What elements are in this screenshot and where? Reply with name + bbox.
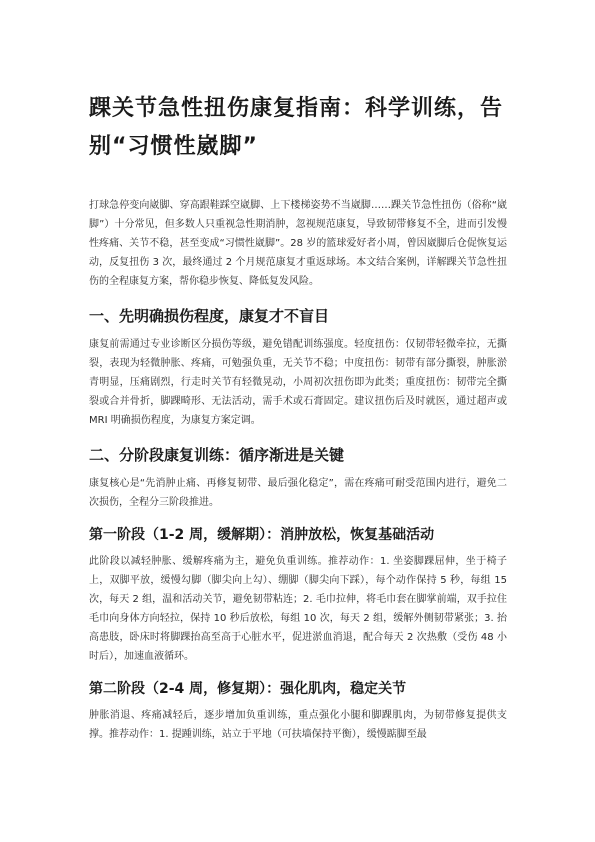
section-heading-staged-training: 二、分阶段康复训练：循序渐进是关键 <box>89 446 345 464</box>
section-body-staged-training: 康复核心是“先消肿止痛、再修复韧带、最后强化稳定”，需在疼痛可耐受范围内进行，避免二次损伤，全程分三阶段推进。 <box>89 478 507 508</box>
document-title: 踝关节急性扭伤康复指南：科学训练，告别“习惯性崴脚” <box>89 96 504 159</box>
stage-body-2: 肿胀消退、疼痛减轻后，逐步增加负重训练，重点强化小腿和脚踝肌肉，为韧带修复提供支撑。推荐动作：1. 提踵训练，站立于平地（可扶墙保持平衡），缓慢踮脚至最 <box>89 710 507 740</box>
section-body-injury-grade: 康复前需通过专业诊断区分损伤等级，避免错配训练强度。轻度扭伤：仅韧带轻微牵拉，无撕裂，表现为轻微肿胀、疼痛，可勉强负重，无关节不稳；中度扭伤：韧带有部分撕裂，肿胀淤青明显，压痛剧烈，行走时关节有轻微晃动，小周初次扭伤即为此类；重度扭伤：韧带完全撕裂或合并骨折，脚踝畸形、无法活动，需手术或石膏固定。建议扭伤后及时就医，通过超声或 MRI 明确损伤程度，为康复方案定调。 <box>89 339 507 426</box>
section-heading-injury-grade: 一、先明确损伤程度，康复才不盲目 <box>89 307 330 325</box>
stage-heading-2: 第二阶段（2-4 周，修复期）：强化肌肉，稳定关节 <box>89 681 407 697</box>
document-page <box>89 90 507 744</box>
stage-body-1: 此阶段以减轻肿胀、缓解疼痛为主，避免负重训练。推荐动作：1. 坐姿脚踝屈伸，坐于椅子上，双脚平放，缓慢勾脚（脚尖向上勾）、绷脚（脚尖向下踩），每个动作保持 5 秒，每组 15 次，每天 2 组，温和活动关节，避免韧带粘连；2. 毛巾拉伸，将毛巾套在脚掌前端，双手拉住毛巾向身体方向轻拉，保持 10 秒后放松，每组 10 次，每天 2 组，缓解外侧韧带紧张；3. 抬高患肢，卧床时将脚踝抬高至高于心脏水平，促进淤血消退，配合每天 2 次热敷（受伤 48 小时后），加速血液循环。 <box>89 556 507 662</box>
stage-heading-1: 第一阶段（1-2 周，缓解期）：消肿放松，恢复基础活动 <box>89 527 435 543</box>
intro-paragraph: 打球急停变向崴脚、穿高跟鞋踩空崴脚、上下楼梯姿势不当崴脚……踝关节急性扭伤（俗称“崴脚”）十分常见，但多数人只重视急性期消肿，忽视规范康复，导致韧带修复不全，进而引发慢性疼痛、关节不稳，甚至变成“习惯性崴脚”。28 岁的篮球爱好者小周，曾因崴脚后仓促恢复运动，反复扭伤 3 次，最终通过 2 个月规范康复才重返球场。本文结合案例，详解踝关节急性扭伤的全程康复方案，帮你稳步恢复、降低复发风险。 <box>89 200 507 287</box>
